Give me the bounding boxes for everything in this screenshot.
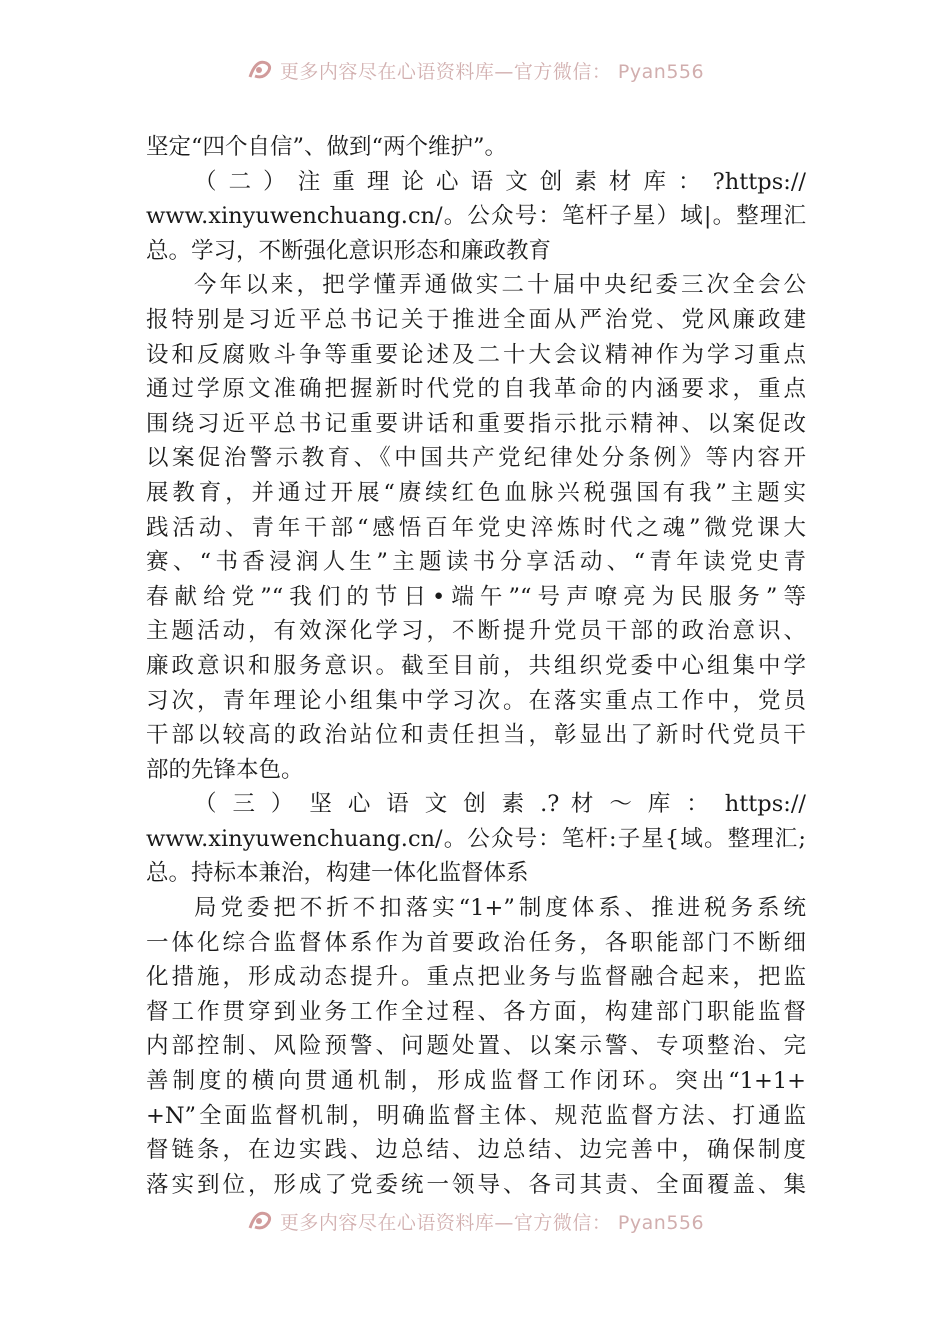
text-line: 春献给党”“我们的节日•端午”“号声嘹亮为民服务”等 (146, 583, 806, 610)
watermark-footer (0, 1207, 950, 1235)
brand-logo-icon (246, 57, 276, 83)
text-line: 主题活动，有效深化学习，不断提升党员干部的政治意识、 (146, 618, 806, 645)
brand-logo-icon (246, 1208, 276, 1234)
text-line: +N”全面监督机制，明确监督主体、规范监督方法、打通监 (146, 1102, 806, 1129)
text-line: 围绕习近平总书记重要讲话和重要指示批示精神、以案促改 (146, 410, 806, 437)
text-line: （ 二 ） 注 重 理 论 心 语 文 创 素 材 库 ： ?https:// (194, 168, 806, 195)
text-line: 督工作贯穿到业务工作全过程、各方面，构建部门职能监督 (146, 998, 806, 1025)
text-line: 督链条，在边实践、边总结、边总结、边完善中，确保制度 (146, 1137, 806, 1164)
text-line: 总。学习，不断强化意识形态和廉政教育 (146, 237, 552, 264)
document-body (146, 130, 806, 1202)
watermark-header (0, 56, 950, 84)
watermark-text: 更多内容尽在心语资料库—官方微信： Pyan556 (279, 1211, 705, 1234)
text-line: 坚定“四个自信”、做到“两个维护”。 (146, 134, 508, 160)
text-line: 以案促治警示教育、《中国共产党纪律处分条例》等内容开 (146, 445, 806, 472)
text-line: 部的先锋本色。 (146, 756, 304, 783)
text-line: www.xinyuwenchuang.cn/。公众号：笔杆:子星{域。整理汇; (146, 825, 806, 852)
text-line: 践活动、青年干部“感悟百年党史淬炼时代之魂”微党课大 (146, 514, 806, 541)
text-line: 善制度的横向贯通机制，形成监督工作闭环。突出“1+1+ (146, 1068, 806, 1095)
text-line: 干部以较高的政治站位和责任担当，彰显出了新时代党员干 (146, 722, 806, 749)
text-line: 赛、“书香浸润人生”主题读书分享活动、“青年读党史青 (146, 549, 806, 576)
text-line: 内部控制、风险预警、问题处置、以案示警、专项整治、完 (146, 1033, 806, 1060)
text-line: 今年以来，把学懂弄通做实二十届中央纪委三次全会公 (194, 272, 806, 299)
text-line: 化措施，形成动态提升。重点把业务与监督融合起来，把监 (146, 964, 806, 991)
text-line: 总。持标本兼治，构建一体化监督体系 (146, 860, 529, 887)
text-line: 习次，青年理论小组集中学习次。在落实重点工作中，党员 (146, 687, 806, 714)
text-line: 落实到位，形成了党委统一领导、各司其责、全面覆盖、集 (146, 1171, 806, 1198)
text-line: 廉政意识和服务意识。截至目前，共组织党委中心组集中学 (146, 652, 806, 679)
text-line: 设和反腐败斗争等重要论述及二十大会议精神作为学习重点 (146, 341, 806, 368)
watermark-text: 更多内容尽在心语资料库—官方微信： Pyan556 (279, 60, 705, 83)
text-line: 展教育，并通过开展“赓续红色血脉兴税强国有我”主题实 (146, 479, 806, 506)
text-line: 局党委把不折不扣落实“1+”制度体系、推进税务系统 (194, 895, 806, 922)
text-line: 一体化综合监督体系作为首要政治任务，各职能部门不断细 (146, 929, 806, 956)
text-line: www.xinyuwenchuang.cn/。公众号：笔杆子星）域|。整理汇 (146, 203, 806, 230)
text-line: （ 三 ） 坚 心 语 文 创 素 .? 材 ～ 库 ： https:// (194, 791, 806, 818)
text-line: 通过学原文准确把握新时代党的自我革命的内涵要求，重点 (146, 376, 806, 403)
text-line: 报特别是习近平总书记关于推进全面从严治党、党风廉政建 (146, 306, 806, 333)
